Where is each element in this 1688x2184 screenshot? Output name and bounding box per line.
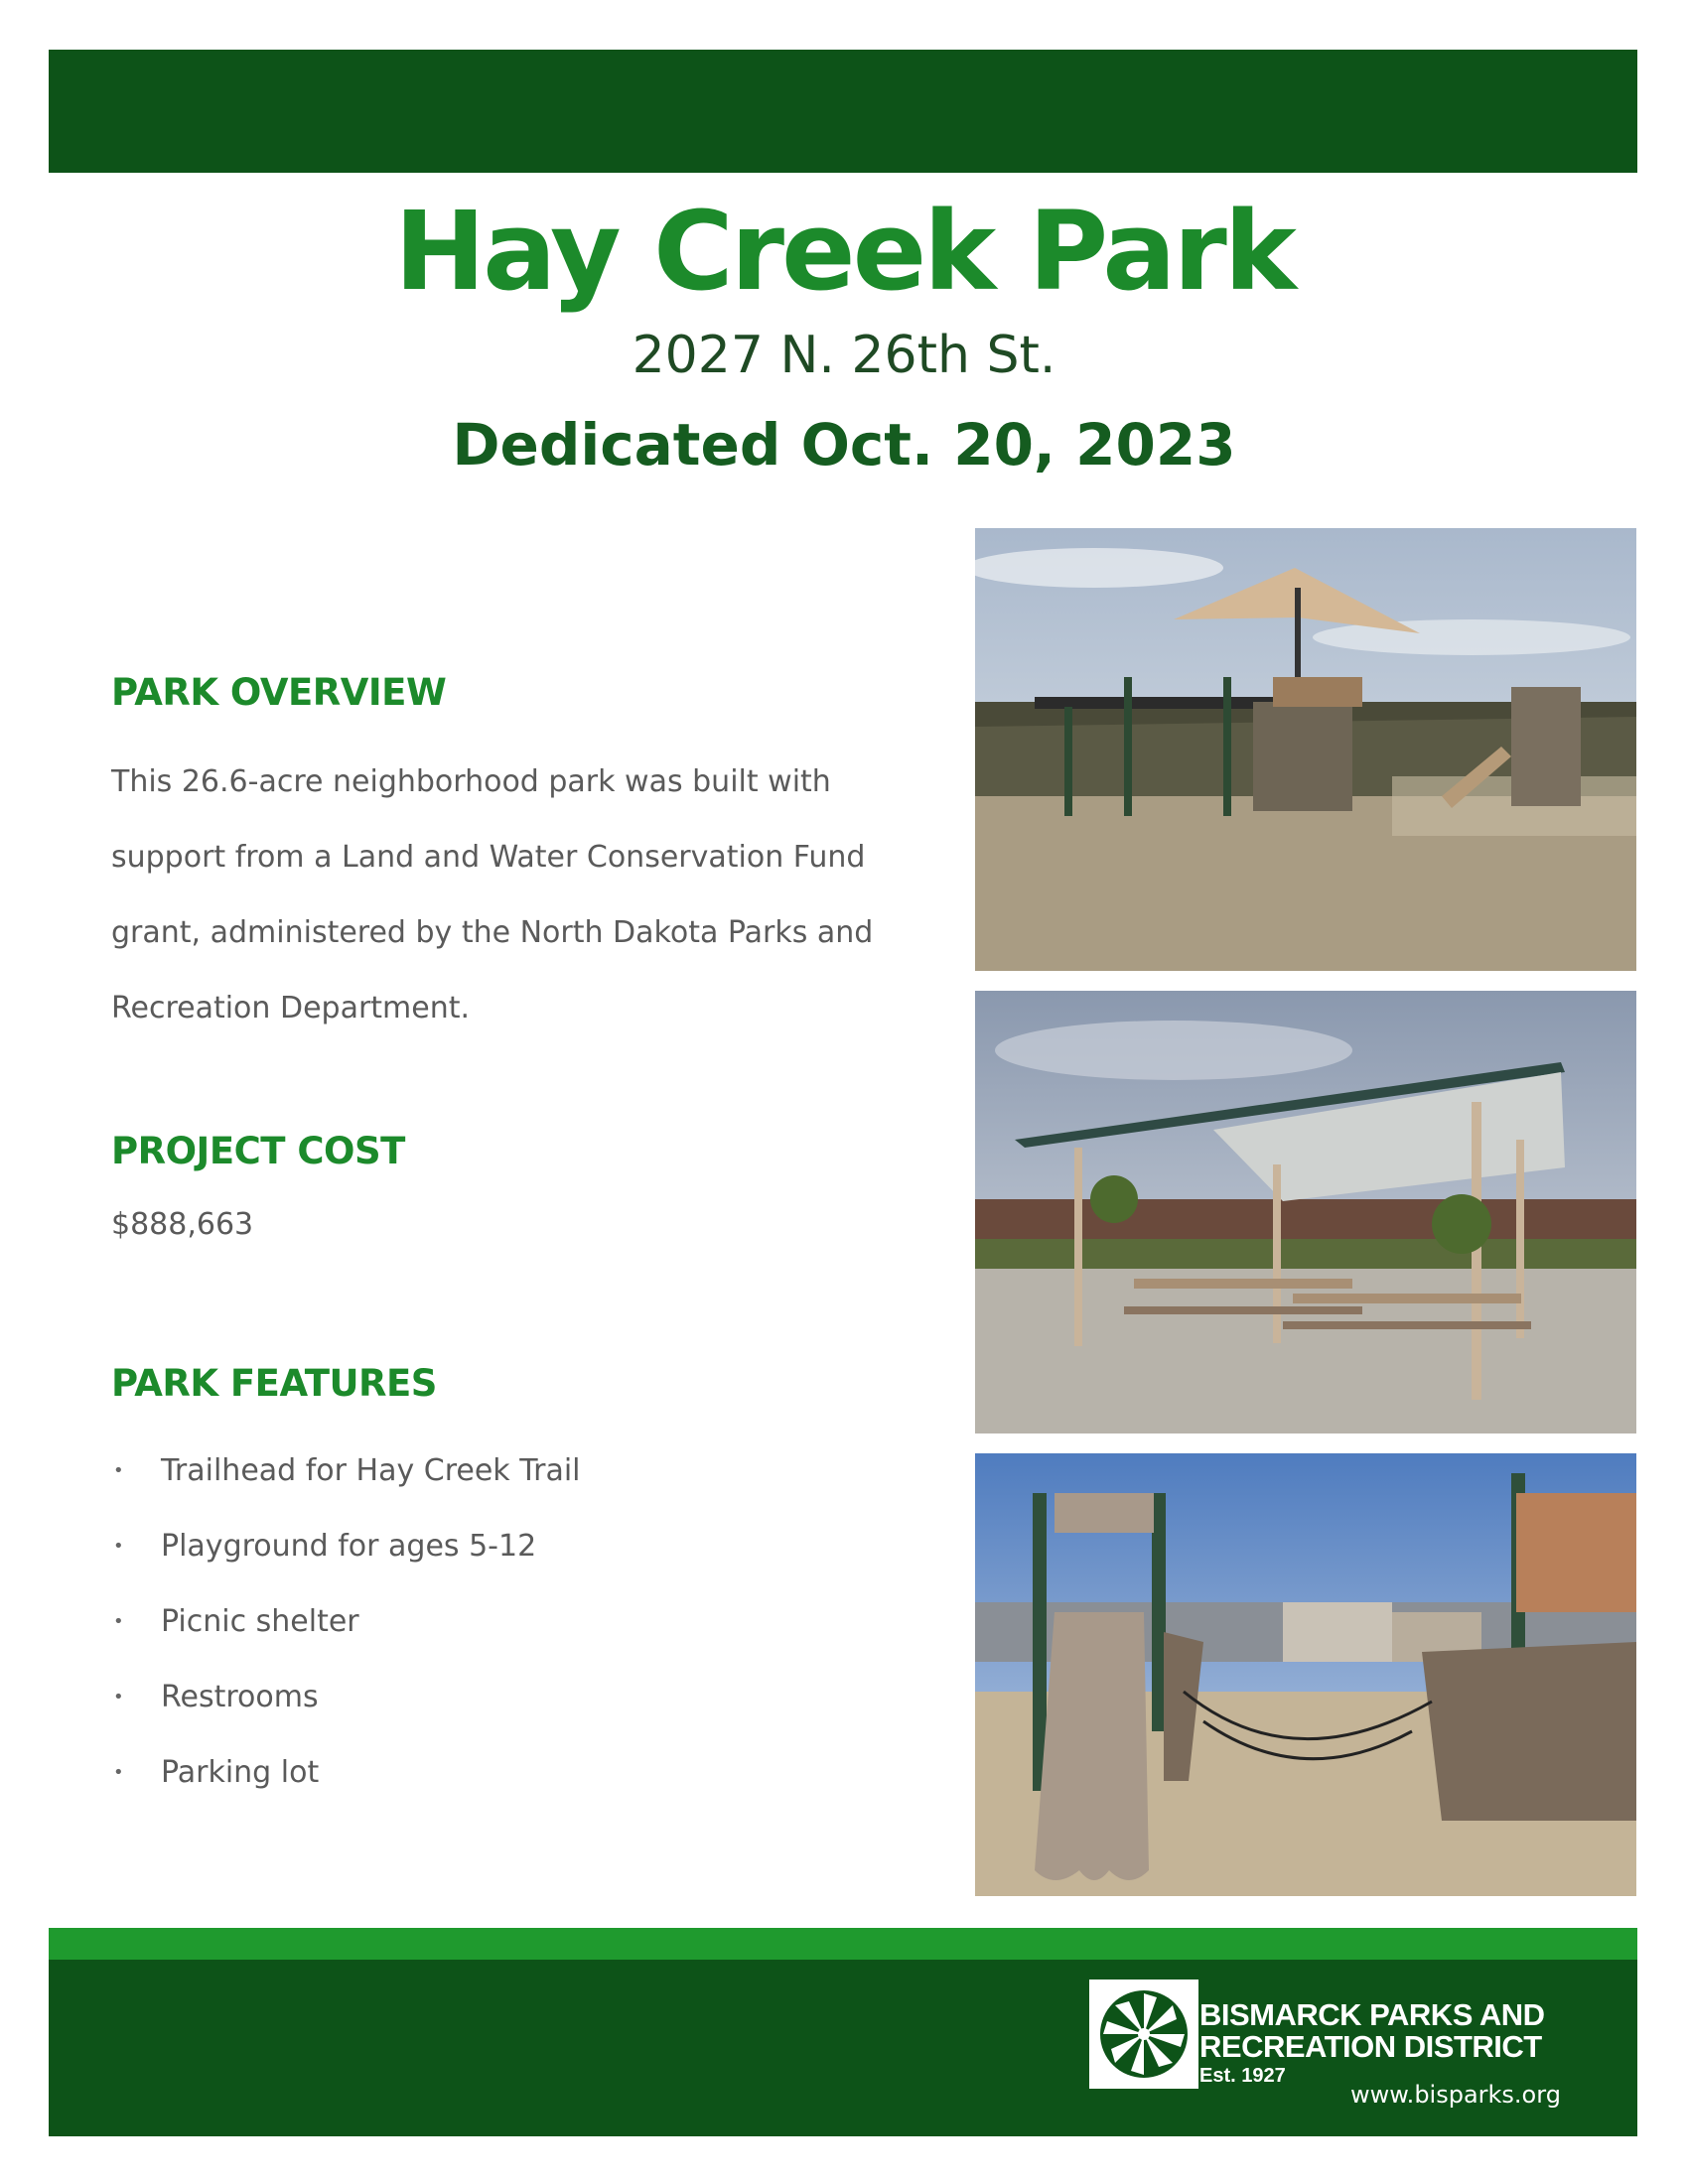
list-item: • Playground for ages 5-12 <box>111 1509 581 1584</box>
organization-name: BISMARCK PARKS AND RECREATION DISTRICT <box>1199 1997 1545 2064</box>
bullet-icon: • <box>113 1762 124 1783</box>
bullet-icon: • <box>113 1536 124 1557</box>
top-banner <box>49 50 1637 173</box>
cost-heading: PROJECT COST <box>111 1130 405 1172</box>
bullet-icon: • <box>113 1687 124 1707</box>
slide-photo <box>975 1453 1636 1896</box>
established-year: Est. 1927 <box>1199 2065 1286 2087</box>
overview-text: This 26.6-acre neighborhood park was built with support from a Land and Water Conservation Fund grant, administered by the North Dakota Parks and Recreation Department. <box>111 764 874 1025</box>
pinwheel-logo-icon <box>1089 1979 1198 2089</box>
dedication-date: Dedicated Oct. 20, 2023 <box>452 411 1236 478</box>
playground-photo <box>975 528 1636 971</box>
bullet-icon: • <box>113 1460 124 1481</box>
list-item: • Trailhead for Hay Creek Trail <box>111 1433 581 1509</box>
features-list <box>111 1433 581 1811</box>
park-address: 2027 N. 26th St. <box>632 326 1056 385</box>
project-cost-value: $888,663 <box>111 1207 254 1242</box>
footer-accent-bar <box>49 1928 1637 1960</box>
website-link[interactable]: www.bisparks.org <box>1350 2081 1561 2109</box>
bullet-icon: • <box>113 1611 124 1632</box>
list-item: • Picnic shelter <box>111 1584 581 1660</box>
list-item: • Parking lot <box>111 1735 581 1811</box>
features-heading: PARK FEATURES <box>111 1362 437 1405</box>
picnic-shelter-photo <box>975 991 1636 1433</box>
overview-heading: PARK OVERVIEW <box>111 671 447 714</box>
page-title: Hay Creek Park <box>394 188 1294 315</box>
list-item: • Restrooms <box>111 1660 581 1735</box>
